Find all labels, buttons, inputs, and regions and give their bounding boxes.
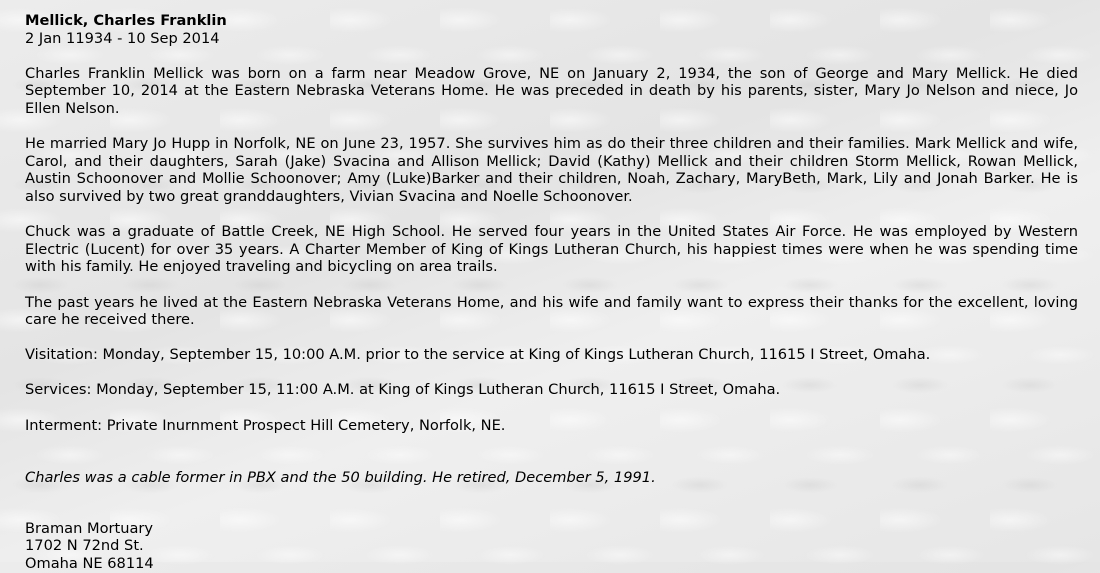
visitation-info: Visitation: Monday, September 15, 10:00 A.M. prior to the service at King of Kings Lutheran Church, 11615 I Street, Omaha. bbox=[25, 346, 931, 364]
deceased-name: Mellick, Charles Franklin bbox=[25, 12, 227, 29]
family-paragraph: He married Mary Jo Hupp in Norfolk, NE on June 23, 1957. She survives him as do their three children and their families. Mark Mellick and wife, Carol, and their daughters, Sarah (Jake) Svacina and Allison Mellick; David (Kathy) Mellick and their children Storm Mellick, Rowan Mellick, Austin Schoonover and Mollie Schoonover; Amy (Luke)Barker and their children, Noah, Zachary, MaryBeth, Mark, Lily and Jonah Barker. He is also survived by two great granddaughters, Vivian Svacina and Noelle Schoonover. bbox=[25, 135, 1078, 205]
life-dates: 2 Jan 11934 - 10 Sep 2014 bbox=[25, 29, 220, 47]
mortuary-street: 1702 N 72nd St. bbox=[25, 537, 144, 555]
mortuary-address bbox=[25, 520, 1078, 573]
mortuary-name: Braman Mortuary bbox=[25, 519, 154, 537]
thanks-paragraph: The past years he lived at the Eastern Nebraska Veterans Home, and his wife and family want to express their thanks for the excellent, loving care he received there. bbox=[25, 293, 1078, 329]
work-note: Charles was a cable former in PBX and the 50 building. He retired, December 5, 1991. bbox=[25, 469, 656, 487]
mortuary-city: Omaha NE 68114 bbox=[25, 555, 154, 573]
interment-info: Interment: Private Inurnment Prospect Hill Cemetery, Norfolk, NE. bbox=[25, 416, 506, 434]
biography-paragraph: Charles Franklin Mellick was born on a farm near Meadow Grove, NE on January 2, 1934, the son of George and Mary Mellick. He died September 10, 2014 at the Eastern Nebraska Veterans Home. He was preceded in death by his parents, sister, Mary Jo Nelson and niece, Jo Ellen Nelson. bbox=[25, 64, 1078, 117]
obituary bbox=[25, 12, 1078, 573]
career-paragraph: Chuck was a graduate of Battle Creek, NE High School. He served four years in the United States Air Force. He was employed by Western Electric (Lucent) for over 35 years. A Charter Member of King of Kings Lutheran Church, his happiest times were when he was spending time with his family. He enjoyed traveling and bicycling on area trails. bbox=[25, 223, 1078, 276]
services-info: Services: Monday, September 15, 11:00 A.M. at King of Kings Lutheran Church, 11615 I Street, Omaha. bbox=[25, 381, 781, 399]
